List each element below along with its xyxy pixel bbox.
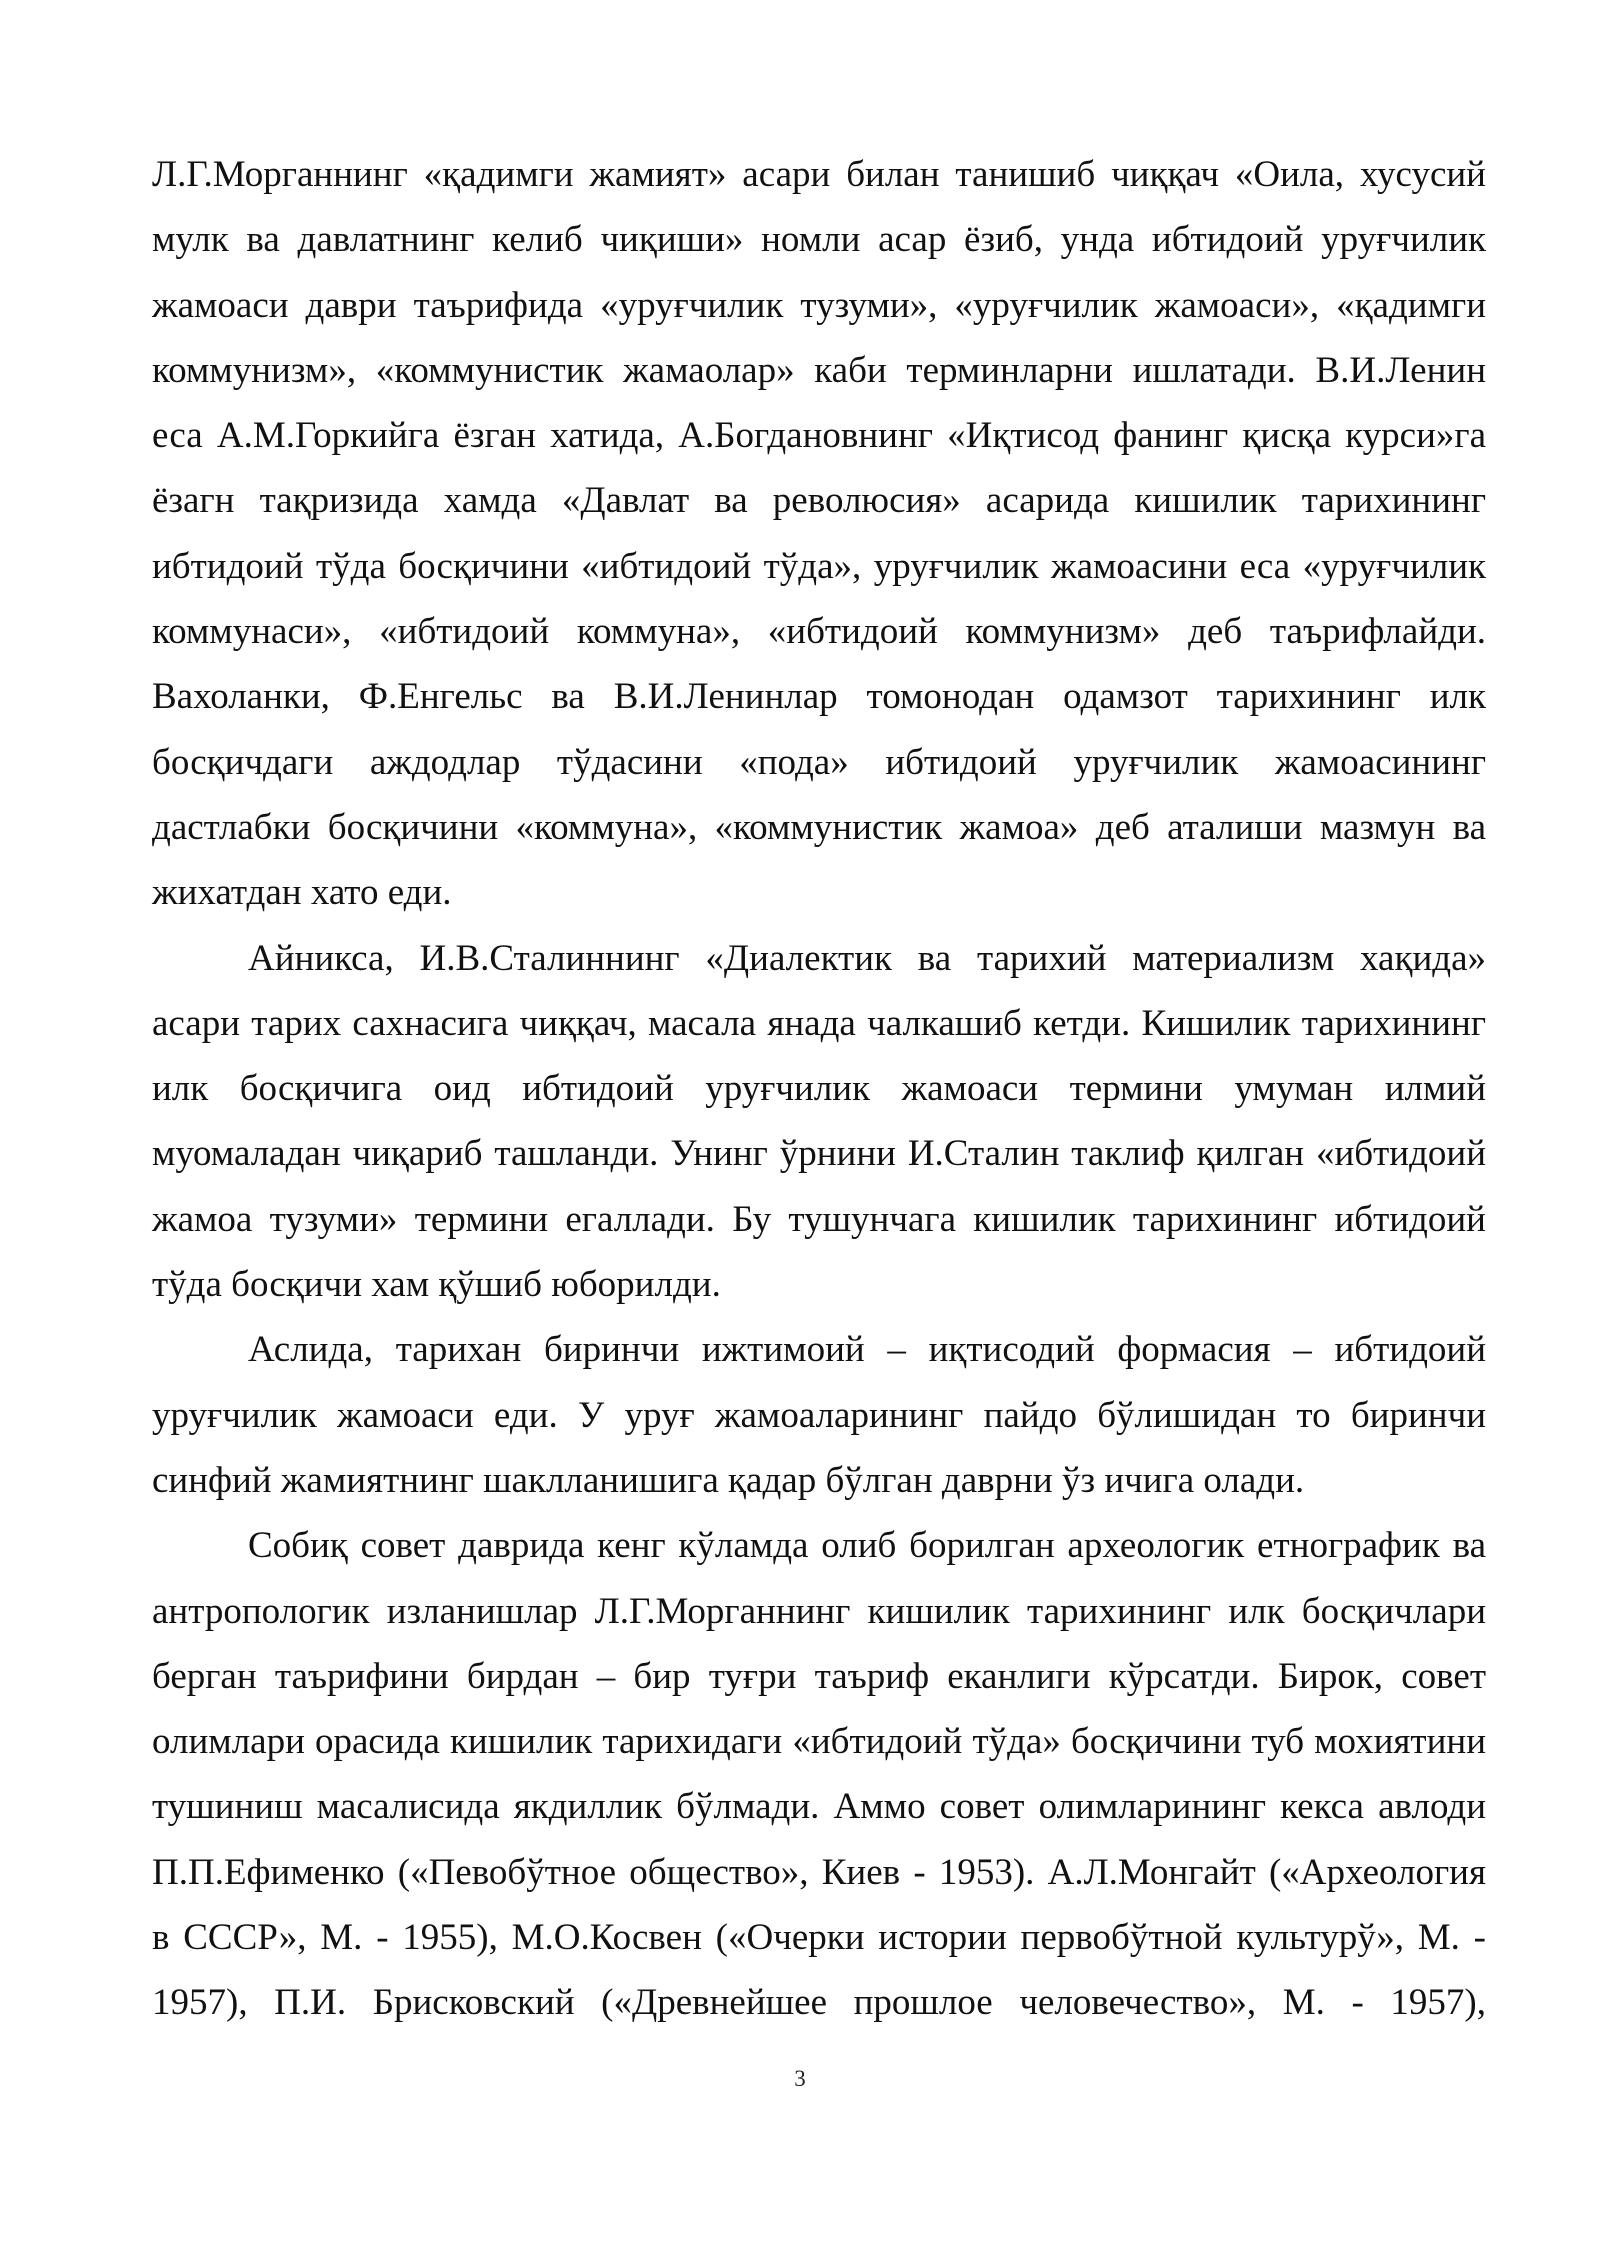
text-line: берган таърифини бирдан – бир туғри таъриф еканлиги кўрсатди. Бирок, совет: [152, 1655, 1486, 1697]
text-line: ёзагн тақризида хамда «Давлат ва революсия» асарида кишилик тарихининг: [152, 480, 1486, 522]
text-line: муомаладан чиқариб ташланди. Унинг ўрнини И.Сталин таклиф қилган «ибтидоий: [152, 1133, 1486, 1175]
text-line: Л.Г.Морганнинг «қадимги жамият» асари билан танишиб чиққач «Оила, хусусий: [152, 154, 1486, 195]
text-line: тўда босқичи хам қўшиб юборилди.: [152, 1264, 721, 1306]
paragraph-4: [152, 1513, 1486, 2035]
text-line: жамоаси даври таърифида «уруғчилик тузуми», «уруғчилик жамоаси», «қадимги: [152, 284, 1486, 326]
text-line: илк босқичига оид ибтидоий уруғчилик жамоаси термини умуман илмий: [152, 1068, 1486, 1110]
paragraph-2: [152, 926, 1486, 1318]
text-line: мулк ва давлатнинг келиб чиқиши» номли асар ёзиб, унда ибтидоий уруғчилик: [152, 219, 1486, 261]
text-line: Собиқ совет даврида кенг кўламда олиб борилган археологик етнографик ва: [248, 1525, 1486, 1567]
text-line: жихатдан хато еди.: [152, 872, 452, 914]
text-line: уруғчилик жамоаси еди. У уруғ жамоаларининг пайдо бўлишидан то биринчи: [152, 1394, 1486, 1436]
paragraph-3: [152, 1317, 1486, 1513]
text-line: коммунизм», «коммунистик жамаолар» каби терминларни ишлатади. В.И.Ленин: [152, 349, 1486, 391]
text-line: тушиниш масалисида якдиллик бўлмади. Аммо совет олимларининг кекса авлоди: [152, 1786, 1486, 1828]
text-line: олимлари орасида кишилик тарихидаги «ибтидоий тўда» босқичини туб мохиятини: [152, 1721, 1486, 1763]
text-line: П.П.Ефименко («Певобўтное общество», Киев - 1953). А.Л.Монгайт («Археология: [152, 1851, 1486, 1893]
text-line: босқичдаги аждодлар тўдасини «пода» ибтидоий уруғчилик жамоасининг: [152, 741, 1486, 783]
text-line: Вахоланки, Ф.Енгельс ва В.И.Ленинлар томонодан одамзот тарихининг илк: [152, 676, 1486, 718]
text-line: Аслида, тарихан биринчи ижтимоий – иқтисодий формасия – ибтидоий: [248, 1329, 1486, 1371]
text-line: 1957), П.И. Брисковский («Древнейшее прошлое человечество», М. - 1957),: [152, 1982, 1486, 2024]
paragraph-1: [152, 142, 1486, 926]
text-line: ибтидоий тўда босқичини «ибтидоий тўда», уруғчилик жамоасини еса «уруғчилик: [152, 545, 1486, 587]
text-line: коммунаси», «ибтидоий коммуна», «ибтидоий коммунизм» деб таърифлайди.: [152, 611, 1486, 653]
page-number: 3: [794, 2066, 806, 2091]
text-line: синфий жамиятнинг шаклланишига қадар бўлган даврни ўз ичига олади.: [152, 1459, 1305, 1501]
document-body: [152, 142, 1486, 2036]
text-line: антропологик изланишлар Л.Г.Морганнинг кишилик тарихининг илк босқичлари: [152, 1590, 1486, 1632]
text-line: в СССР», М. - 1955), М.О.Косвен («Очерки истории первобўтной культурў», М. -: [152, 1917, 1486, 1959]
text-line: жамоа тузуми» термини егаллади. Бу тушунчага кишилик тарихининг ибтидоий: [152, 1198, 1486, 1240]
text-line: асари тарих сахнасига чиққач, масала янада чалкашиб кетди. Кишилик тарихининг: [152, 1002, 1486, 1044]
text-line: Айникса, И.В.Сталиннинг «Диалектик ва тарихий материализм хақида»: [248, 937, 1486, 979]
text-line: еса А.М.Горкийга ёзган хатида, А.Богдановнинг «Иқтисод фанинг қисқа курси»га: [152, 415, 1486, 457]
text-line: дастлабки босқичини «коммуна», «коммунистик жамоа» деб аталиши мазмун ва: [152, 806, 1486, 848]
